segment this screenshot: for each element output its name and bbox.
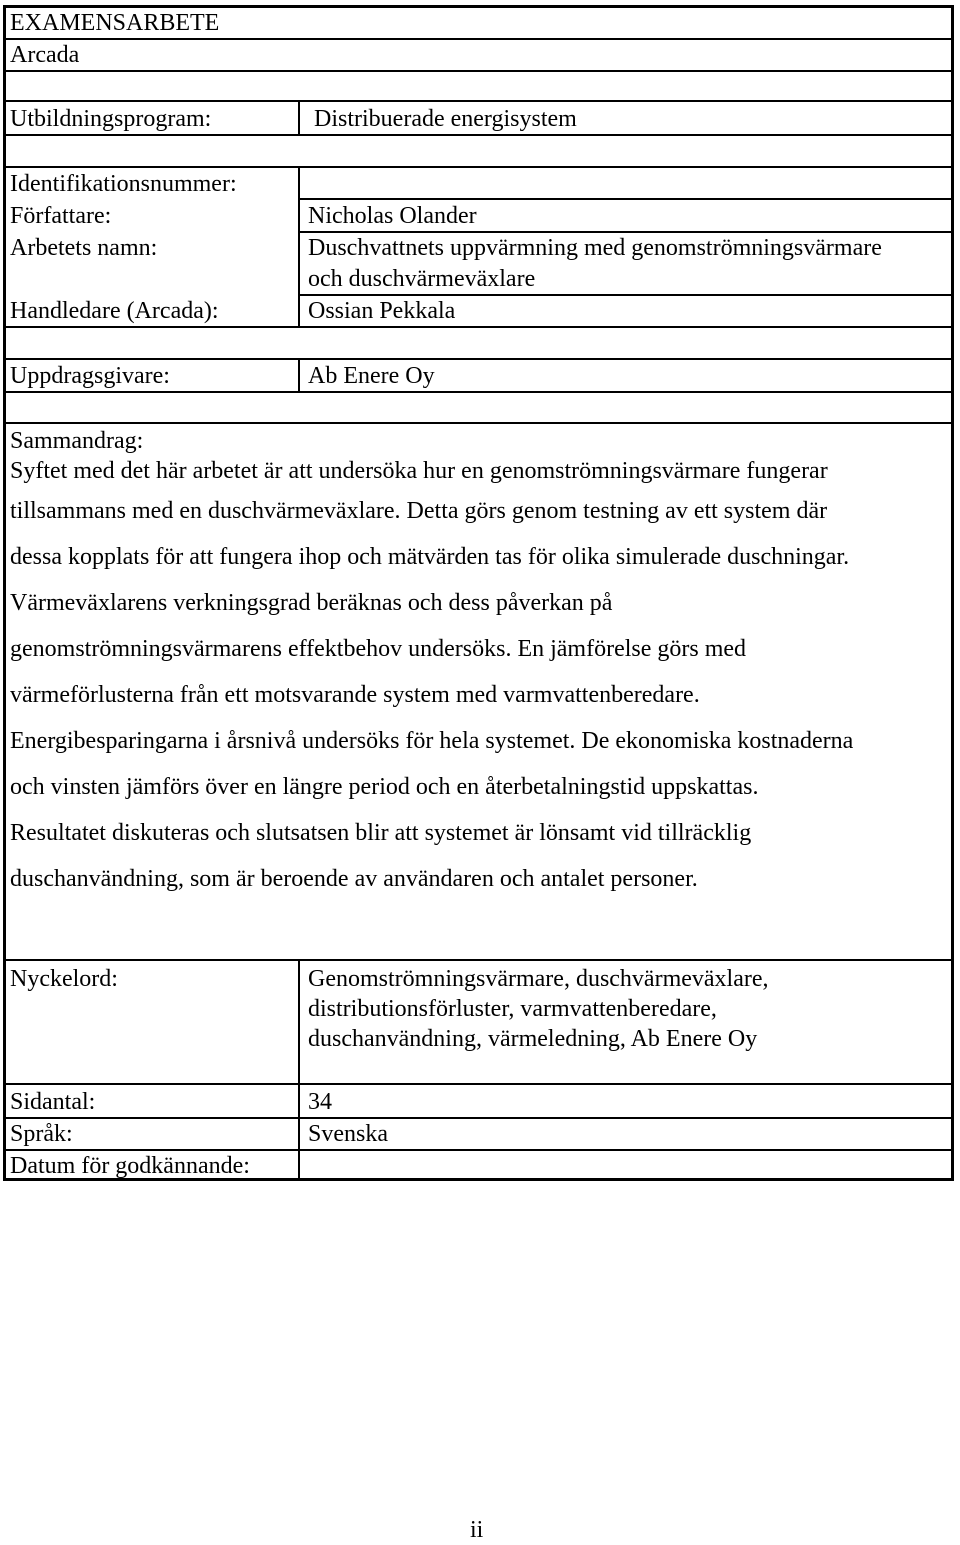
page-number: ii <box>470 1517 484 1543</box>
rule-after-client <box>3 391 954 393</box>
client-label: Uppdragsgivare: <box>10 363 170 389</box>
language-label: Språk: <box>10 1121 73 1147</box>
keywords-line-2: distributionsförluster, varmvattenberedare, <box>308 996 717 1022</box>
supervisor-value: Ossian Pekkala <box>308 298 456 324</box>
keywords-label: Nyckelord: <box>10 966 118 992</box>
language-value: Svenska <box>308 1121 388 1147</box>
work-name-label: Arbetets namn: <box>10 235 158 261</box>
work-name-line-2: och duschvärmeväxlare <box>308 266 536 292</box>
abstract-line: Resultatet diskuteras och slutsatsen blir att systemet är lönsamt vid tillräcklig <box>10 820 752 846</box>
keywords-line-1: Genomströmningsvärmare, duschvärmeväxlare, <box>308 966 769 992</box>
rule-after-id <box>298 198 954 200</box>
program-value: Distribuerade energisystem <box>314 106 577 132</box>
rule-after-pages <box>3 1117 954 1119</box>
divider-client <box>298 358 300 393</box>
rule-before-client <box>3 358 954 360</box>
rule-after-title <box>3 38 954 40</box>
author-label: Författare: <box>10 203 112 229</box>
institution-name: Arcada <box>10 42 80 68</box>
rule-after-supervisor <box>3 326 954 328</box>
divider-program <box>298 100 300 136</box>
approval-date-label: Datum för godkännande: <box>10 1153 250 1179</box>
keywords-line-3: duschanvändning, värmeledning, Ab Enere Oy <box>308 1026 758 1052</box>
rule-before-abstract <box>3 422 954 424</box>
client-value: Ab Enere Oy <box>308 363 435 389</box>
rule-before-program <box>3 100 954 102</box>
abstract-line: dessa kopplats för att fungera ihop och mätvärden tas för olika simulerade duschningar. <box>10 544 850 570</box>
divider-details <box>298 166 300 328</box>
rule-after-institution <box>3 70 954 72</box>
rule-after-program <box>3 134 954 136</box>
abstract-line: Syftet med det här arbetet är att undersöka hur en genomströmningsvärmare fungerar <box>10 458 828 484</box>
abstract-label: Sammandrag: <box>10 428 144 454</box>
pages-label: Sidantal: <box>10 1089 96 1115</box>
supervisor-label: Handledare (Arcada): <box>10 298 219 324</box>
rule-after-keywords <box>3 1083 954 1085</box>
id-label: Identifikationsnummer: <box>10 171 237 197</box>
abstract-line: och vinsten jämförs över en längre period och en återbetalningstid uppskattas. <box>10 774 759 800</box>
author-value: Nicholas Olander <box>308 203 477 229</box>
divider-keywords <box>298 959 300 1181</box>
abstract-line: genomströmningsvärmarens effektbehov undersöks. En jämförelse görs med <box>10 636 747 662</box>
work-name-line-1: Duschvattnets uppvärmning med genomströmningsvärmare <box>308 235 882 261</box>
abstract-line: Värmeväxlarens verkningsgrad beräknas och dess påverkan på <box>10 590 613 616</box>
program-label: Utbildningsprogram: <box>10 106 212 132</box>
rule-after-abstract <box>3 959 954 961</box>
abstract-line: tillsammans med en duschvärmeväxlare. Detta görs genom testning av ett system där <box>10 498 828 524</box>
pages-value: 34 <box>308 1089 332 1115</box>
abstract-section <box>10 428 945 902</box>
abstract-line: Energibesparingarna i årsnivå undersöks för hela systemet. De ekonomiska kostnaderna <box>10 728 854 754</box>
abstract-line: duschanvändning, som är beroende av användaren och antalet personer. <box>10 866 698 892</box>
document-title: EXAMENSARBETE <box>10 10 220 36</box>
rule-before-id <box>3 166 954 168</box>
abstract-line: värmeförlusterna från ett motsvarande system med varmvattenberedare. <box>10 682 700 708</box>
